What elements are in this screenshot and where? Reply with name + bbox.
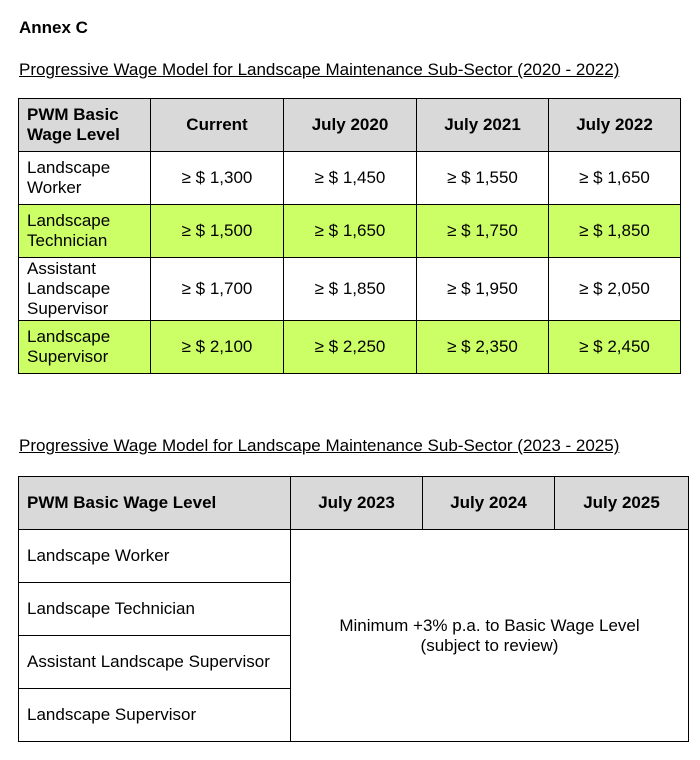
table2-caption: Progressive Wage Model for Landscape Maintenance Sub-Sector (2023 - 2025) xyxy=(19,436,620,455)
table2-header-row xyxy=(19,477,689,530)
table-row xyxy=(19,258,681,321)
row-label-landscape-supervisor: Landscape Supervisor xyxy=(19,321,151,374)
table-cell: ≥ $ 1,300 xyxy=(151,152,284,205)
row-label-assistant-landscape-supervisor: Assistant Landscape Supervisor xyxy=(19,258,151,321)
table-cell: ≥ $ 1,700 xyxy=(151,258,284,321)
row-label-landscape-technician: Landscape Technician xyxy=(19,583,291,636)
table-row xyxy=(19,205,681,258)
table1-header-july-2020: July 2020 xyxy=(284,99,417,152)
table1-header-level: PWM Basic Wage Level xyxy=(19,99,151,152)
table2-header-july-2023: July 2023 xyxy=(291,477,423,530)
table-cell: ≥ $ 1,650 xyxy=(549,152,681,205)
table-row xyxy=(19,530,689,583)
table1-header-july-2022: July 2022 xyxy=(549,99,681,152)
table-cell: ≥ $ 1,450 xyxy=(284,152,417,205)
table-cell: ≥ $ 1,850 xyxy=(549,205,681,258)
note-line-1: Minimum +3% p.a. to Basic Wage Level xyxy=(339,615,640,635)
table-cell: ≥ $ 2,050 xyxy=(549,258,681,321)
table-row xyxy=(19,152,681,205)
wage-table-2023-2025 xyxy=(18,476,689,742)
row-label-assistant-landscape-supervisor: Assistant Landscape Supervisor xyxy=(19,636,291,689)
table-cell: ≥ $ 1,750 xyxy=(417,205,549,258)
table1-caption: Progressive Wage Model for Landscape Maintenance Sub-Sector (2020 - 2022) xyxy=(19,60,620,79)
table-cell: ≥ $ 1,950 xyxy=(417,258,549,321)
table-cell: ≥ $ 2,250 xyxy=(284,321,417,374)
row-label-landscape-supervisor: Landscape Supervisor xyxy=(19,689,291,742)
merged-note-cell xyxy=(291,530,689,742)
table-row xyxy=(19,321,681,374)
row-label-landscape-worker: Landscape Worker xyxy=(19,152,151,205)
table-cell: ≥ $ 1,650 xyxy=(284,205,417,258)
table-cell: ≥ $ 1,550 xyxy=(417,152,549,205)
table-cell: ≥ $ 1,850 xyxy=(284,258,417,321)
row-label-landscape-technician: Landscape Technician xyxy=(19,205,151,258)
table1-header-current: Current xyxy=(151,99,284,152)
table1-header-july-2021: July 2021 xyxy=(417,99,549,152)
table-cell: ≥ $ 2,350 xyxy=(417,321,549,374)
table-cell: ≥ $ 2,100 xyxy=(151,321,284,374)
row-label-landscape-worker: Landscape Worker xyxy=(19,530,291,583)
table-cell: ≥ $ 1,500 xyxy=(151,205,284,258)
table2-header-july-2024: July 2024 xyxy=(423,477,555,530)
table2-header-july-2025: July 2025 xyxy=(555,477,689,530)
table1-header-row xyxy=(19,99,681,152)
table-cell: ≥ $ 2,450 xyxy=(549,321,681,374)
note-line-2: (subject to review) xyxy=(420,635,559,655)
annex-title: Annex C xyxy=(19,18,88,37)
wage-table-2020-2022 xyxy=(18,98,681,374)
table2-header-level: PWM Basic Wage Level xyxy=(19,477,291,530)
